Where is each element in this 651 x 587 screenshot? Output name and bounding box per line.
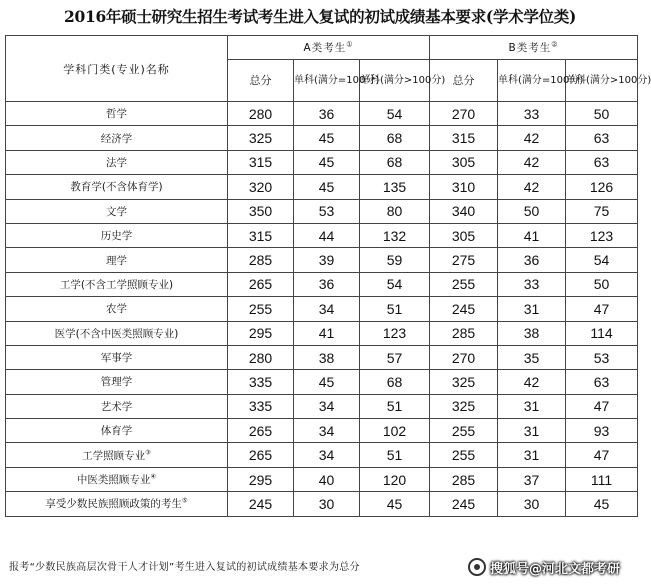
- b-single-over100-score-cell: 47: [566, 443, 638, 467]
- subject-name: 哲学: [106, 108, 127, 121]
- subject-cell: [6, 102, 228, 126]
- subject-name: 享受少数民族照顾政策的考生: [45, 498, 182, 511]
- b-single100-score-cell: 31: [498, 419, 566, 443]
- subject-cell: [6, 467, 228, 491]
- b-single-over100-score-cell: 114: [566, 321, 638, 345]
- b-single-over100-score-cell: 45: [566, 492, 638, 516]
- col-a-single-over100: 单科(满分>100分): [360, 60, 430, 102]
- subject-name: 医学(不含中医类照顾专业): [54, 327, 179, 340]
- a-total-score-cell: 255: [228, 297, 294, 321]
- group-b-note: ②: [551, 40, 559, 49]
- table-row: [6, 297, 638, 321]
- a-total-score-cell: 325: [228, 126, 294, 150]
- sohu-logo-icon: [468, 558, 486, 576]
- score-table: [5, 35, 651, 517]
- subject-cell: [6, 199, 228, 223]
- b-single100-score-cell: 33: [498, 272, 566, 296]
- a-single100-score-cell: 30: [294, 492, 360, 516]
- a-single100-score-cell: 36: [294, 102, 360, 126]
- b-single-over100-score-cell: 75: [566, 199, 638, 223]
- b-single-over100-score-cell: 123: [566, 223, 638, 247]
- subject-cell: [6, 248, 228, 272]
- b-single100-score-cell: 35: [498, 345, 566, 369]
- a-single100-score-cell: 45: [294, 175, 360, 199]
- a-single100-score-cell: 40: [294, 467, 360, 491]
- subject-note: ③: [145, 448, 151, 457]
- subject-name: 管理学: [100, 376, 133, 389]
- table-row: [6, 394, 638, 418]
- a-single100-score-cell: 34: [294, 419, 360, 443]
- b-total-score-cell: 255: [430, 419, 498, 443]
- subject-cell: [6, 419, 228, 443]
- b-single-over100-score-cell: 53: [566, 345, 638, 369]
- subject-header: 学科门类(专业)名称: [6, 36, 228, 102]
- subject-note: ⑤: [181, 496, 188, 505]
- b-total-score-cell: 245: [430, 297, 498, 321]
- table-row: [6, 248, 638, 272]
- b-total-score-cell: 245: [430, 492, 498, 516]
- subject-cell: [6, 126, 228, 150]
- b-single-over100-score-cell: 50: [566, 102, 638, 126]
- a-single100-score-cell: 44: [294, 223, 360, 247]
- watermark-text: 搜狐号@河北文都考研: [490, 561, 621, 577]
- a-total-score-cell: 265: [228, 272, 294, 296]
- b-total-score-cell: 275: [430, 248, 498, 272]
- a-single-over100-score-cell: 80: [360, 199, 430, 223]
- a-single100-score-cell: 53: [294, 199, 360, 223]
- a-single100-score-cell: 34: [294, 297, 360, 321]
- b-single-over100-score-cell: 47: [566, 297, 638, 321]
- subject-cell: [6, 150, 228, 174]
- group-b-header: [430, 36, 638, 60]
- b-single100-score-cell: 42: [498, 370, 566, 394]
- subject-name: 体育学: [100, 425, 133, 438]
- a-single-over100-score-cell: 68: [360, 150, 430, 174]
- a-single-over100-score-cell: 102: [360, 419, 430, 443]
- subject-cell: [6, 223, 228, 247]
- a-single100-score-cell: 38: [294, 345, 360, 369]
- b-total-score-cell: 340: [430, 199, 498, 223]
- a-single-over100-score-cell: 59: [360, 248, 430, 272]
- b-total-score-cell: 255: [430, 443, 498, 467]
- table-row: [6, 321, 638, 345]
- b-total-score-cell: 305: [430, 223, 498, 247]
- a-total-score-cell: 265: [228, 443, 294, 467]
- subject-name: 工学(不含工学照顾专业): [59, 278, 174, 291]
- b-single100-score-cell: 42: [498, 175, 566, 199]
- subject-name: 农学: [106, 303, 127, 316]
- subject-name: 法学: [106, 156, 127, 169]
- b-single-over100-score-cell: 63: [566, 126, 638, 150]
- subject-cell: [6, 321, 228, 345]
- a-total-score-cell: 315: [228, 150, 294, 174]
- b-total-score-cell: 285: [430, 321, 498, 345]
- col-b-single100: 单科(满分=100分): [498, 60, 566, 102]
- b-single100-score-cell: 31: [498, 297, 566, 321]
- a-single-over100-score-cell: 123: [360, 321, 430, 345]
- b-total-score-cell: 270: [430, 345, 498, 369]
- a-single100-score-cell: 45: [294, 126, 360, 150]
- table-row: [6, 199, 638, 223]
- a-total-score-cell: 245: [228, 492, 294, 516]
- subject-name: 教育学(不含体育学): [70, 181, 163, 194]
- subject-name: 文学: [106, 205, 127, 218]
- table-row: [6, 419, 638, 443]
- subject-name: 中医类照顾专业: [76, 474, 151, 487]
- table-row: [6, 272, 638, 296]
- a-total-score-cell: 335: [228, 370, 294, 394]
- group-a-header: [228, 36, 430, 60]
- col-a-single100: 单科(满分=100分): [294, 60, 360, 102]
- a-single-over100-score-cell: 120: [360, 467, 430, 491]
- a-single-over100-score-cell: 135: [360, 175, 430, 199]
- a-total-score-cell: 285: [228, 248, 294, 272]
- a-total-score-cell: 320: [228, 175, 294, 199]
- group-a-label: A类考生: [303, 42, 347, 54]
- b-single100-score-cell: 30: [498, 492, 566, 516]
- b-single100-score-cell: 42: [498, 126, 566, 150]
- table-row: [6, 102, 638, 126]
- subject-name: 工学照顾专业: [82, 449, 146, 462]
- a-total-score-cell: 295: [228, 467, 294, 491]
- a-total-score-cell: 295: [228, 321, 294, 345]
- b-total-score-cell: 310: [430, 175, 498, 199]
- a-single100-score-cell: 34: [294, 443, 360, 467]
- a-single100-score-cell: 36: [294, 272, 360, 296]
- b-single100-score-cell: 31: [498, 443, 566, 467]
- b-total-score-cell: 255: [430, 272, 498, 296]
- table-body: [6, 102, 638, 517]
- b-single100-score-cell: 50: [498, 199, 566, 223]
- b-total-score-cell: 305: [430, 150, 498, 174]
- b-single-over100-score-cell: 63: [566, 370, 638, 394]
- table-row: [6, 126, 638, 150]
- subject-cell: [6, 370, 228, 394]
- a-single100-score-cell: 45: [294, 370, 360, 394]
- header-row-groups: [6, 36, 638, 60]
- table-row: [6, 467, 638, 491]
- subject-cell: [6, 394, 228, 418]
- a-total-score-cell: 350: [228, 199, 294, 223]
- a-single-over100-score-cell: 51: [360, 297, 430, 321]
- subject-cell: [6, 345, 228, 369]
- b-single100-score-cell: 41: [498, 223, 566, 247]
- b-single100-score-cell: 38: [498, 321, 566, 345]
- footnote: 报考“少数民族高层次骨干人才计划”考生进入复试的初试成绩基本要求为总分: [9, 562, 360, 573]
- a-single-over100-score-cell: 57: [360, 345, 430, 369]
- subject-name: 艺术学: [100, 400, 133, 413]
- a-single100-score-cell: 41: [294, 321, 360, 345]
- a-single-over100-score-cell: 132: [360, 223, 430, 247]
- a-total-score-cell: 265: [228, 419, 294, 443]
- group-a-note: ①: [346, 40, 354, 49]
- b-single-over100-score-cell: 93: [566, 419, 638, 443]
- b-total-score-cell: 325: [430, 370, 498, 394]
- b-single100-score-cell: 42: [498, 150, 566, 174]
- b-single100-score-cell: 33: [498, 102, 566, 126]
- a-single-over100-score-cell: 54: [360, 102, 430, 126]
- a-single100-score-cell: 45: [294, 150, 360, 174]
- a-total-score-cell: 315: [228, 223, 294, 247]
- subject-cell: [6, 175, 228, 199]
- a-single-over100-score-cell: 45: [360, 492, 430, 516]
- subject-cell: [6, 272, 228, 296]
- b-single-over100-score-cell: 111: [566, 467, 638, 491]
- b-total-score-cell: 270: [430, 102, 498, 126]
- subject-name: 历史学: [100, 230, 133, 243]
- b-single-over100-score-cell: 47: [566, 394, 638, 418]
- b-single100-score-cell: 37: [498, 467, 566, 491]
- table-row: [6, 492, 638, 516]
- table-row: [6, 150, 638, 174]
- subject-name: 理学: [106, 254, 127, 267]
- col-a-total: 总分: [228, 60, 294, 102]
- table-row: [6, 443, 638, 467]
- b-total-score-cell: 315: [430, 126, 498, 150]
- table-row: [6, 370, 638, 394]
- b-total-score-cell: 325: [430, 394, 498, 418]
- a-total-score-cell: 335: [228, 394, 294, 418]
- subject-name: 经济学: [100, 132, 133, 145]
- a-single100-score-cell: 34: [294, 394, 360, 418]
- subject-cell: [6, 297, 228, 321]
- subject-cell: [6, 492, 228, 516]
- a-single-over100-score-cell: 68: [360, 370, 430, 394]
- table-row: [6, 223, 638, 247]
- subject-note: ④: [150, 472, 157, 481]
- b-single100-score-cell: 36: [498, 248, 566, 272]
- page-title: 2016年硕士研究生招生考试考生进入复试的初试成绩基本要求(学术学位类): [63, 7, 576, 26]
- group-b-label: B类考生: [508, 42, 552, 54]
- b-single-over100-score-cell: 54: [566, 248, 638, 272]
- b-single-over100-score-cell: 126: [566, 175, 638, 199]
- a-single-over100-score-cell: 68: [360, 126, 430, 150]
- b-single100-score-cell: 31: [498, 394, 566, 418]
- col-b-single-over100: 单科(满分>100分): [566, 60, 638, 102]
- b-single-over100-score-cell: 50: [566, 272, 638, 296]
- a-single-over100-score-cell: 54: [360, 272, 430, 296]
- table-row: [6, 345, 638, 369]
- b-single-over100-score-cell: 63: [566, 150, 638, 174]
- a-total-score-cell: 280: [228, 102, 294, 126]
- a-total-score-cell: 280: [228, 345, 294, 369]
- watermark: [468, 553, 620, 581]
- subject-name: 军事学: [100, 352, 133, 365]
- a-single-over100-score-cell: 51: [360, 443, 430, 467]
- a-single-over100-score-cell: 51: [360, 394, 430, 418]
- subject-cell: [6, 443, 228, 467]
- a-single100-score-cell: 39: [294, 248, 360, 272]
- b-total-score-cell: 285: [430, 467, 498, 491]
- col-b-total: 总分: [430, 60, 498, 102]
- table-row: [6, 175, 638, 199]
